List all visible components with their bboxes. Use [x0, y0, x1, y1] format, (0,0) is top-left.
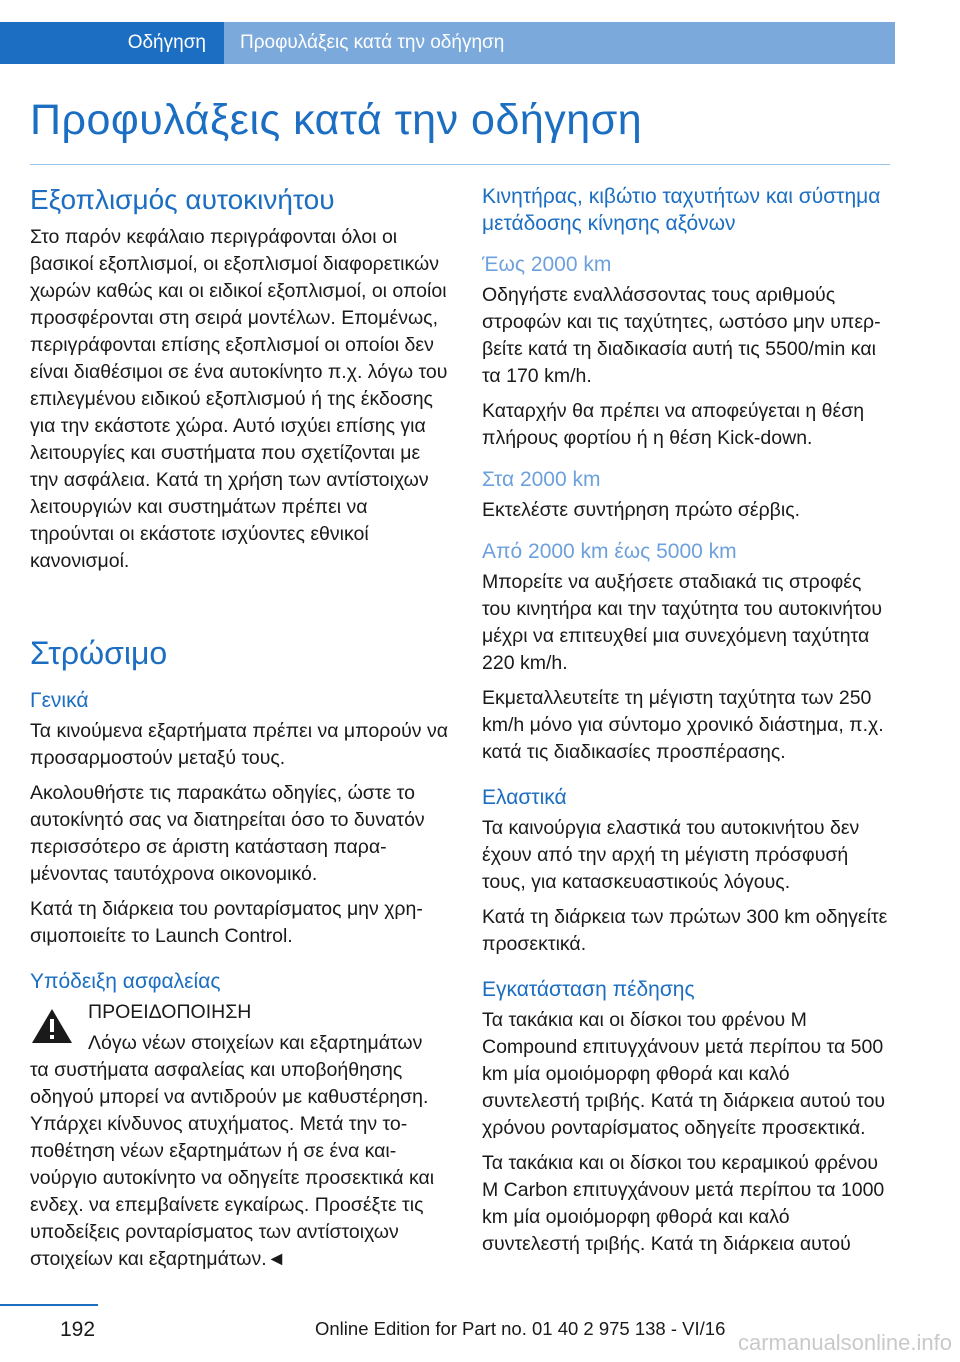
safety-heading: Υπόδειξη ασφαλείας [30, 970, 221, 993]
breadcrumb-chapter[interactable]: Οδήγηση [0, 22, 224, 64]
tyres-heading: Ελαστικά [482, 786, 567, 809]
upto-2000-paragraph-1: Οδηγήστε εναλλάσσοντας τους αριθμούς στροφών και τις ταχύτητες, ωστόσο μην υπερβείτε κατά τη διαδικασία αυτή τις 5500/min και τα 170 km/h. [482, 284, 881, 387]
warning-title: ΠΡΟΕΙΔΟΠΟΙΗΣΗ [88, 1001, 252, 1023]
footer-rule [0, 1304, 98, 1306]
brake-heading: Εγκατάσταση πέδησης [482, 978, 695, 1001]
warning-first-line: Λόγω νέων στοιχείων και εξαρτημάτων [88, 1032, 423, 1054]
general-heading: Γενικά [30, 689, 89, 712]
brake-paragraph-1: Τα τακάκια και οι δίσκοι του φρένου M Compound επιτυγχάνουν μετά περίπου τα 500 km μία ομοιόμορφη φθορά και καλό συντελεστή τριβής. Κατά τη διάρκεια αυτού του χρόνου ρονταρίσματος οδηγείτε προσεκτικά. [482, 1009, 886, 1139]
tyres-paragraph-1: Τα καινούργια ελαστικά του αυτοκινήτου δεν έχουν από την αρχή τη μέγιστη πρόσφυσή τους, για κατασκευαστικούς λόγους. [482, 817, 860, 893]
general-paragraph-1: Τα κινούμενα εξαρτήματα πρέπει να μπορούν να προσαρμοστούν μεταξύ τους. [30, 720, 448, 769]
edition-note: Online Edition for Part no. 01 40 2 975 138 - VI/16 [315, 1318, 726, 1339]
watermark: carmanualsonline.info [737, 1330, 952, 1355]
title-divider [30, 164, 890, 165]
warning-triangle-icon [30, 1007, 74, 1045]
page-number: 192 [60, 1318, 96, 1341]
from-2000-heading: Από 2000 km έως 5000 km [482, 540, 737, 563]
page-title: Προφυλάξεις κατά την οδήγηση [30, 96, 643, 144]
at-2000-paragraph: Εκτελέστε συντήρηση πρώτο σέρβις. [482, 499, 801, 521]
break-in-heading: Στρώσιμο [30, 635, 168, 671]
warning-text: τα συστήματα ασφαλείας και υποβοήθησης οδηγού μπορεί να αντιδρούν με καθυστέρηση. Υπάρχει κίνδυνος ατυχήματος. Μετά την τοποθέτηση νέων εξαρτημάτων ή σε ένα καινούργιο αυτοκίνητο να οδηγείτε προσεκτικά και ενδεχ. να επεμβαίνετε εγκαίρως. Προσέξτε τις υποδείξεις ρονταρίσματος των αντίστοιχων στοιχείων και εξαρτημάτων.◄ [30, 1059, 435, 1270]
upto-2000-heading: Έως 2000 km [482, 253, 612, 276]
warning-box [30, 999, 450, 1057]
equipment-heading: Εξοπλισμός αυτοκινήτου [30, 184, 335, 215]
brake-paragraph-2: Τα τακάκια και οι δίσκοι του κεραμικού φρένου M Carbon επιτυγχάνουν μετά περίπου τα 1000 km μία ομοιόμορφη φθορά και καλό συντελεστή τριβής. Κατά τη διάρκεια αυτού [482, 1152, 885, 1255]
at-2000-heading: Στα 2000 km [482, 468, 601, 491]
from-2000-paragraph-2: Εκμεταλλευτείτε τη μέγιστη ταχύτητα των 250 km/h μόνο για σύντομο χρονικό διάστημα, π.χ. κατά τις διαδικασίες προσπέρασης. [482, 687, 884, 763]
breadcrumb-section[interactable]: Προφυλάξεις κατά την οδήγηση [240, 32, 505, 53]
left-column [30, 166, 450, 1281]
general-paragraph-3: Κατά τη διάρκεια του ρονταρίσματος μην χρησιμοποιείτε το Launch Control. [30, 898, 423, 947]
engine-heading: Κινητήρας, κιβώτιο ταχυτήτων και σύστημα μετάδοσης κίνησης αξόνων [482, 185, 881, 235]
from-2000-paragraph-1: Μπορείτε να αυξήσετε σταδιακά τις στροφές του κινητήρα και την ταχύτητα του αυτοκινήτου μέχρι να επιτευχθεί μια συνεχόμενη ταχύτητα 220 km/h. [482, 571, 883, 674]
equipment-text: Στο παρόν κεφάλαιο περιγράφονται όλοι οι βασικοί εξοπλισμοί, οι εξοπλισμοί διαφορετικών χωρών καθώς και οι ειδικοί εξοπλισμοί, οι οποίοι προσφέρονται στη σειρά μοντέλων. Επομένως, περιγράφονται επίσης εξοπλισμοί οι οποίοι δεν είναι διαθέσιμοι σε ένα αυτοκίνητο π.χ. λόγω του επιλεγμένου ειδικού εξοπλισμού ή της έκδοσης για την εκάστοτε χώρα. Αυτό ισχύει επίσης για λειτουργίες και συστήματα που σχετίζονται με την ασφάλεια. Κατά τη χρήση των αντίστοιχων λειτουργιών και συστημάτων πρέπει να τηρούνται οι εκάστοτε ισχύοντες εθνικοί κανονισμοί. [30, 226, 448, 572]
upto-2000-paragraph-2: Καταρχήν θα πρέπει να αποφεύγεται η θέση πλήρους φορτίου ή η θέση Kick-down. [482, 400, 865, 449]
right-column [482, 166, 892, 1266]
general-paragraph-2: Ακολουθήστε τις παρακάτω οδηγίες, ώστε το αυτοκίνητό σας να διατηρείται όσο το δυνατόν περισσότερο σε άριστη κατάσταση παραμένοντας ταυτόχρονα οικονομικό. [30, 782, 425, 885]
tyres-paragraph-2: Κατά τη διάρκεια των πρώτων 300 km οδηγείτε προσεκτικά. [482, 906, 888, 955]
